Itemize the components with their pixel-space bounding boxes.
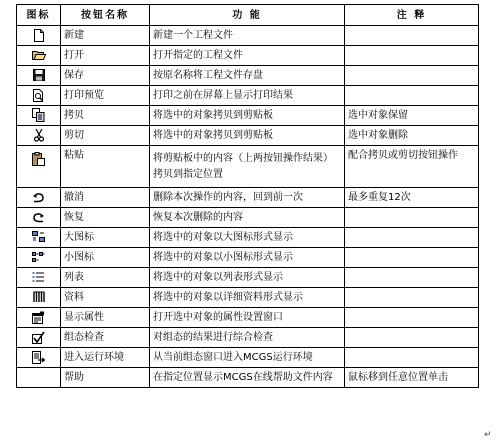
button-note: 最多重复12次 bbox=[345, 188, 479, 208]
button-function: 在指定位置显示MCGS在线帮助文件内容 bbox=[150, 368, 345, 388]
button-note bbox=[345, 66, 479, 86]
icon-cell bbox=[17, 146, 61, 188]
button-note bbox=[345, 208, 479, 228]
icon-cell bbox=[17, 308, 61, 328]
button-name: 小图标 bbox=[61, 248, 150, 268]
redo-icon bbox=[32, 212, 45, 223]
icon-cell bbox=[17, 288, 61, 308]
icon-cell bbox=[17, 26, 61, 46]
icon-cell bbox=[17, 66, 61, 86]
button-function: 将选中的对象以大图标形式显示 bbox=[150, 228, 345, 248]
button-note bbox=[345, 268, 479, 288]
icon-cell bbox=[17, 268, 61, 288]
table-row bbox=[17, 288, 479, 308]
button-note: 选中对象保留 bbox=[345, 106, 479, 126]
button-function: 打开指定的工程文件 bbox=[150, 46, 345, 66]
button-name: 资料 bbox=[61, 288, 150, 308]
button-function: 将选中的对象拷贝到剪贴板 bbox=[150, 106, 345, 126]
icon-cell bbox=[17, 368, 61, 388]
icon-cell bbox=[17, 248, 61, 268]
button-name: 组态检查 bbox=[61, 328, 150, 348]
check-icon bbox=[32, 331, 45, 344]
button-function: 将选中的对象以列表形式显示 bbox=[150, 268, 345, 288]
button-name: 大图标 bbox=[61, 228, 150, 248]
table-row bbox=[17, 66, 479, 86]
button-note bbox=[345, 86, 479, 106]
table-row bbox=[17, 86, 479, 106]
table-row bbox=[17, 26, 479, 46]
button-name: 撤消 bbox=[61, 188, 150, 208]
large-icons-view-icon bbox=[32, 231, 45, 243]
button-function: 新建一个工程文件 bbox=[150, 26, 345, 46]
button-name: 帮助 bbox=[61, 368, 150, 388]
copy-icon bbox=[32, 108, 45, 122]
table-row bbox=[17, 146, 479, 188]
table-row bbox=[17, 228, 479, 248]
table-row bbox=[17, 106, 479, 126]
button-name: 粘贴 bbox=[61, 146, 150, 188]
paste-icon bbox=[32, 152, 45, 166]
button-function: 打开选中对象的属性设置窗口 bbox=[150, 308, 345, 328]
button-name: 保存 bbox=[61, 66, 150, 86]
button-name: 打开 bbox=[61, 46, 150, 66]
button-note: 配合拷贝或剪切按钮操作 bbox=[345, 146, 479, 188]
button-function: 对组态的结果进行综合检查 bbox=[150, 328, 345, 348]
button-function: 打印之前在屏幕上显示打印结果 bbox=[150, 86, 345, 106]
button-function: 删除本次操作的内容，回到前一次 bbox=[150, 188, 345, 208]
button-note bbox=[345, 288, 479, 308]
toolbar-buttons-table bbox=[16, 4, 479, 388]
button-function: 将选中的对象拷贝到剪贴板 bbox=[150, 126, 345, 146]
button-name: 打印预览 bbox=[61, 86, 150, 106]
button-name: 剪切 bbox=[61, 126, 150, 146]
button-note bbox=[345, 26, 479, 46]
list-view-icon bbox=[32, 271, 45, 283]
undo-icon bbox=[32, 192, 45, 203]
button-note bbox=[345, 328, 479, 348]
button-name: 进入运行环境 bbox=[61, 348, 150, 368]
button-note bbox=[345, 248, 479, 268]
icon-cell bbox=[17, 348, 61, 368]
button-name: 拷贝 bbox=[61, 106, 150, 126]
icon-cell bbox=[17, 46, 61, 66]
properties-icon bbox=[32, 311, 45, 324]
table-row bbox=[17, 248, 479, 268]
table-row bbox=[17, 126, 479, 146]
print-preview-icon bbox=[32, 89, 45, 102]
save-disk-icon bbox=[33, 69, 45, 81]
button-note bbox=[345, 348, 479, 368]
paragraph-mark-icon: ↵ bbox=[484, 430, 492, 440]
icon-cell bbox=[17, 86, 61, 106]
button-note: 鼠标移到任意位置单击 bbox=[345, 368, 479, 388]
table-row bbox=[17, 268, 479, 288]
button-name: 列表 bbox=[61, 268, 150, 288]
header-function: 功 能 bbox=[150, 5, 345, 26]
table-row bbox=[17, 308, 479, 328]
table-row bbox=[17, 328, 479, 348]
button-note bbox=[345, 228, 479, 248]
icon-cell bbox=[17, 126, 61, 146]
details-view-icon bbox=[33, 291, 45, 303]
new-file-icon bbox=[33, 29, 45, 42]
button-function: 按原名称将工程文件存盘 bbox=[150, 66, 345, 86]
icon-cell bbox=[17, 328, 61, 348]
button-note bbox=[345, 46, 479, 66]
header-name: 按钮名称 bbox=[61, 5, 150, 26]
cut-scissors-icon bbox=[33, 128, 45, 142]
icon-cell bbox=[17, 106, 61, 126]
icon-cell bbox=[17, 228, 61, 248]
button-name: 显示属性 bbox=[61, 308, 150, 328]
button-name: 恢复 bbox=[61, 208, 150, 228]
button-note bbox=[345, 308, 479, 328]
run-environment-icon bbox=[32, 351, 45, 364]
button-function: 将选中的对象以详细资料形式显示 bbox=[150, 288, 345, 308]
table-row bbox=[17, 368, 479, 388]
header-note: 注 释 bbox=[345, 5, 479, 26]
button-function: 将选中的对象以小图标形式显示 bbox=[150, 248, 345, 268]
button-note: 选中对象删除 bbox=[345, 126, 479, 146]
button-function: 从当前组态窗口进入MCGS运行环境 bbox=[150, 348, 345, 368]
header-icon: 图标 bbox=[17, 5, 61, 26]
table-row bbox=[17, 188, 479, 208]
table-row bbox=[17, 208, 479, 228]
button-function: 恢复本次删除的内容 bbox=[150, 208, 345, 228]
small-icons-view-icon bbox=[32, 251, 45, 263]
button-name: 新建 bbox=[61, 26, 150, 46]
table-row bbox=[17, 348, 479, 368]
icon-cell bbox=[17, 188, 61, 208]
table-row bbox=[17, 46, 479, 66]
icon-cell bbox=[17, 208, 61, 228]
button-function: 将剪贴板中的内容（上两按钮操作结果）拷贝到指定位置 bbox=[150, 146, 345, 188]
open-folder-icon bbox=[32, 49, 46, 61]
table-header-row bbox=[17, 5, 479, 26]
